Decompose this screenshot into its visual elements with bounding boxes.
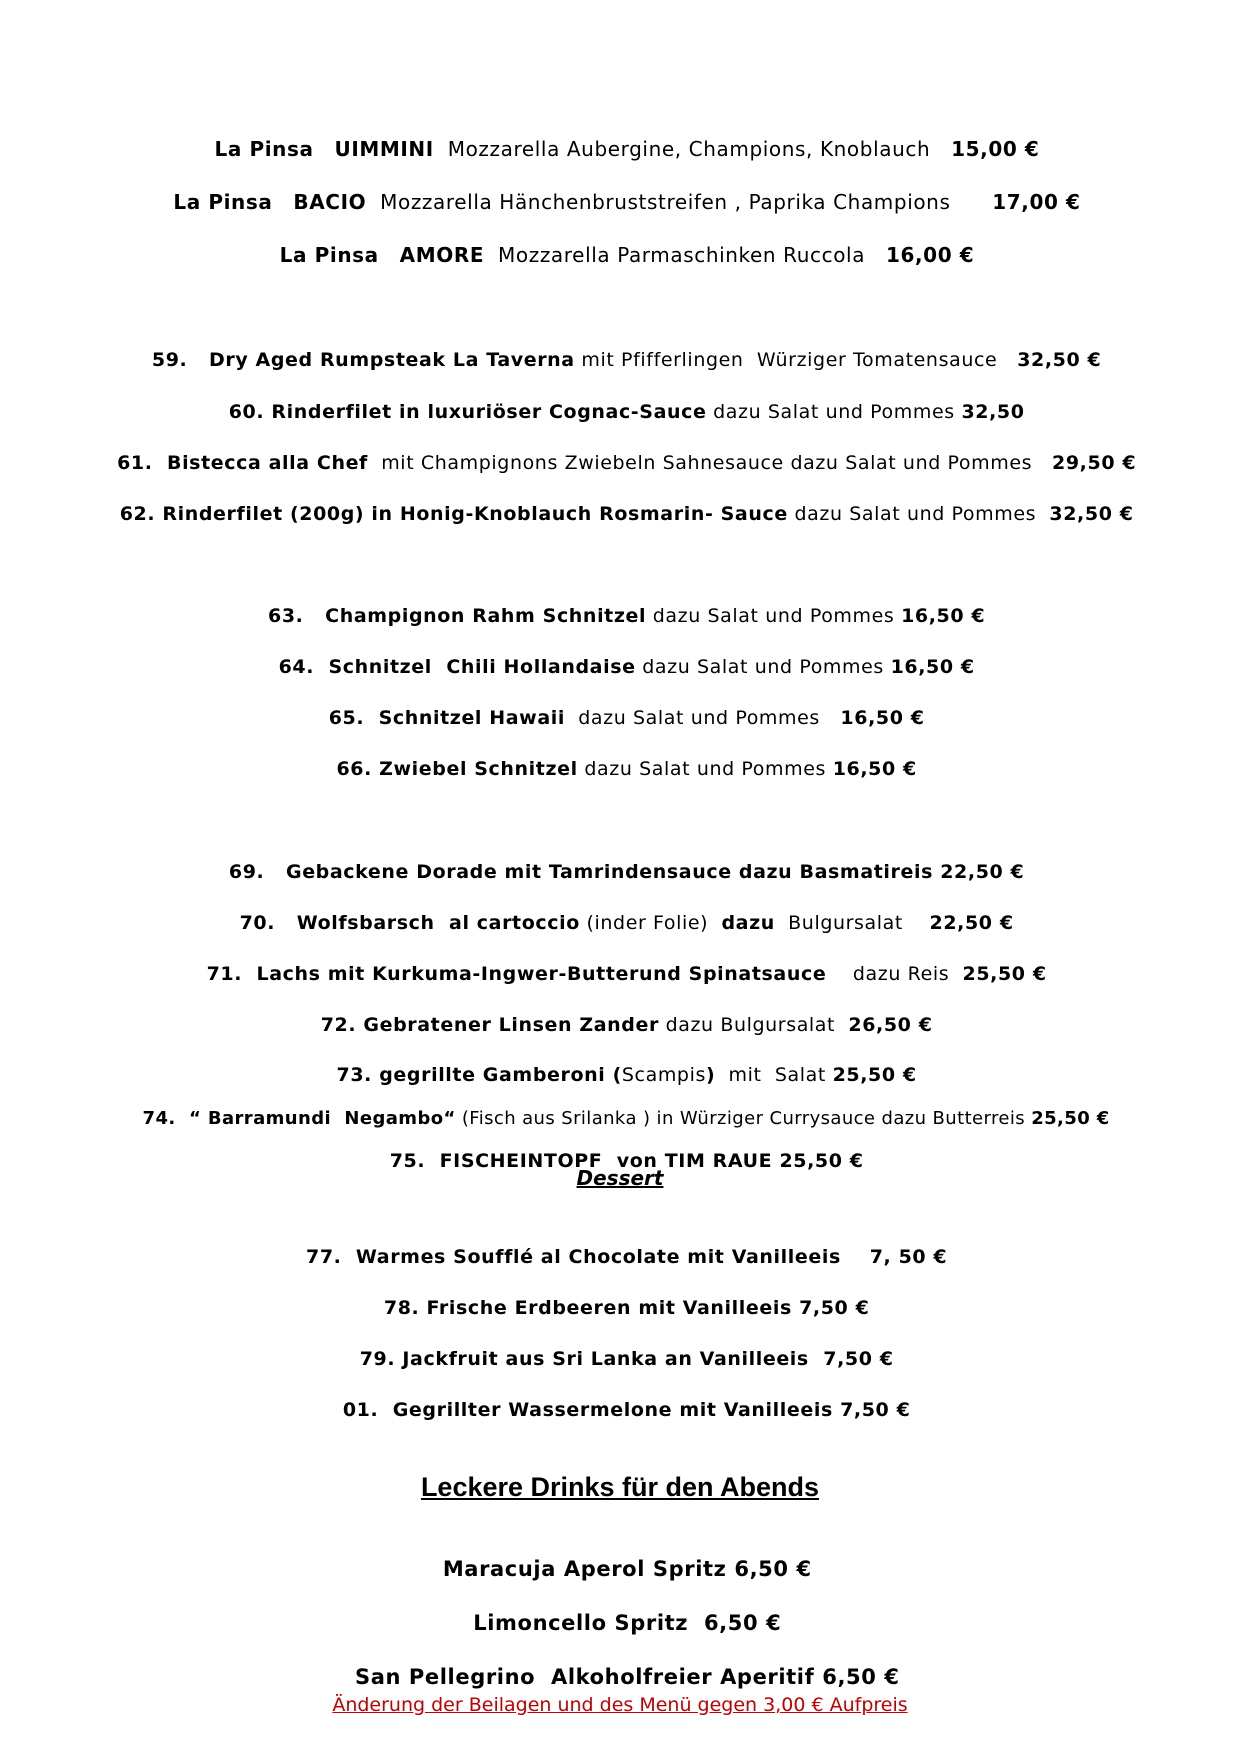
item-name: 61. Bistecca alla Chef (117, 452, 368, 474)
drinks-heading: Leckere Drinks für den Abends (420, 1472, 820, 1502)
item-price: 32,50 € (1017, 349, 1102, 371)
item-description: dazu Salat und Pommes (584, 758, 827, 780)
item-text: 79. Jackfruit aus Sri Lanka an Vanilleeis 7,50 € (359, 1348, 894, 1370)
item-name: 62. Rinderfilet (200g) in Honig-Knoblauch Rosmarin- Sauce (119, 503, 788, 525)
drink-item (0, 1638, 1240, 1690)
item-price: 16,50 € (901, 605, 986, 627)
item-price: 22,50 € (929, 912, 1014, 934)
item-description: Mozzarella Hänchenbruststreifen , Paprika Champions (380, 190, 951, 214)
item-name: AMORE (399, 243, 485, 267)
item-name: 70. Wolfsbarsch al cartoccio (239, 912, 580, 934)
pinsa-item (0, 110, 1240, 162)
item-description: dazu Salat und Pommes (794, 503, 1037, 525)
item-prefix: La Pinsa (173, 190, 273, 214)
item-price: 32,50 € (1049, 503, 1134, 525)
dessert-item (0, 1269, 1240, 1321)
dessert-item (0, 1371, 1240, 1423)
item-description: (Fisch aus Srilanka ) in Würziger Currysauce dazu Butterreis (461, 1108, 1026, 1129)
steak-item (0, 424, 1240, 476)
steak-item (0, 321, 1240, 373)
fish-item (0, 884, 1240, 936)
item-description: dazu Salat und Pommes (652, 605, 895, 627)
item-price: 17,00 € (992, 190, 1081, 214)
item-name: UIMMINI (334, 137, 434, 161)
item-prefix: La Pinsa (279, 243, 379, 267)
item-price: 16,50 € (833, 707, 925, 729)
item-connector: dazu (721, 912, 775, 934)
item-paren: ) (705, 1064, 716, 1086)
schnitzel-item (0, 628, 1240, 680)
dessert-item (0, 1320, 1240, 1372)
side-dish-change-note: Änderung der Beilagen und des Menü gegen 3,00 € Aufpreis (332, 1694, 908, 1716)
item-price: 29,50 € (1052, 452, 1137, 474)
steak-item (0, 373, 1240, 425)
item-name: BACIO (293, 190, 367, 214)
item-text: 75. FISCHEINTOPF von TIM RAUE 25,50 € (389, 1150, 864, 1172)
item-text: 01. Gegrillter Wassermelone mit Vanilleeis 7,50 € (342, 1399, 911, 1421)
schnitzel-item (0, 730, 1240, 782)
pinsa-item (0, 216, 1240, 268)
item-description: dazu Bulgursalat (665, 1014, 836, 1036)
schnitzel-item (0, 577, 1240, 629)
item-price: 16,50 € (832, 758, 917, 780)
item-price: 15,00 € (951, 137, 1040, 161)
item-name: 74. “ Barramundi Negambo“ (142, 1108, 456, 1129)
item-description: mit Salat (721, 1064, 826, 1086)
item-price: 16,00 € (885, 243, 975, 267)
item-name: 72. Gebratener Linsen Zander (320, 1014, 659, 1036)
item-name: 59. Dry Aged Rumpsteak La Taverna (151, 349, 575, 371)
fish-item (0, 833, 1240, 885)
item-text: 77. Warmes Soufflé al Chocolate mit Vanilleeis 7, 50 € (306, 1246, 948, 1268)
item-description: Scampis (621, 1064, 706, 1086)
drink-item (0, 1530, 1240, 1582)
item-price: 16,50 € (890, 656, 975, 678)
item-name: 64. Schnitzel Chili Hollandaise (278, 656, 636, 678)
item-text: Limoncello Spritz 6,50 € (473, 1611, 782, 1635)
fish-item (0, 935, 1240, 987)
schnitzel-item (0, 679, 1240, 731)
item-price: 26,50 € (848, 1014, 933, 1036)
item-description: Mozzarella Parmaschinken Ruccola (498, 243, 866, 267)
item-price: 25,50 € (832, 1064, 917, 1086)
steak-item (0, 475, 1240, 527)
item-price: 25,50 € (1031, 1108, 1110, 1129)
item-description: Bulgursalat (788, 912, 903, 934)
dessert-item (0, 1218, 1240, 1270)
item-name: 63. Champignon Rahm Schnitzel (268, 605, 647, 627)
item-text: 69. Gebackene Dorade mit Tamrindensauce dazu Basmatireis 22,50 € (228, 861, 1025, 883)
item-name: 66. Zwiebel Schnitzel (336, 758, 578, 780)
fish-item (0, 986, 1240, 1038)
item-description: (inder Folie) (586, 912, 709, 934)
item-description: mit Champignons Zwiebeln Sahnesauce dazu Salat und Pommes (374, 452, 1033, 474)
item-description: dazu Salat und Pommes (713, 401, 955, 423)
item-text: 78. Frische Erdbeeren mit Vanilleeis 7,50 € (383, 1297, 870, 1319)
item-name: 65. Schnitzel Hawaii (328, 707, 565, 729)
item-name: 71. Lachs mit Kurkuma-Ingwer-Butterund Spinatsauce (206, 963, 827, 985)
item-price: 25,50 € (962, 963, 1047, 985)
item-description: dazu Salat und Pommes (642, 656, 884, 678)
item-description: Mozzarella Aubergine, Champions, Knoblauch (447, 137, 931, 161)
item-description: dazu Reis (852, 963, 950, 985)
dessert-heading: Dessert (576, 1166, 664, 1190)
item-name: 60. Rinderfilet in luxuriöser Cognac-Sauce (228, 401, 707, 423)
item-price: 32,50 (961, 401, 1025, 423)
item-name: 73. gegrillte Gamberoni ( (336, 1064, 622, 1086)
item-description: dazu Salat und Pommes (571, 707, 820, 729)
drink-item (0, 1584, 1240, 1636)
item-text: San Pellegrino Alkoholfreier Aperitif 6,50 € (354, 1665, 900, 1689)
pinsa-item (0, 163, 1240, 215)
item-description: mit Pfifferlingen Würziger Tomatensauce (581, 349, 998, 371)
item-prefix: La Pinsa (214, 137, 314, 161)
item-text: Maracuja Aperol Spritz 6,50 € (442, 1557, 812, 1581)
